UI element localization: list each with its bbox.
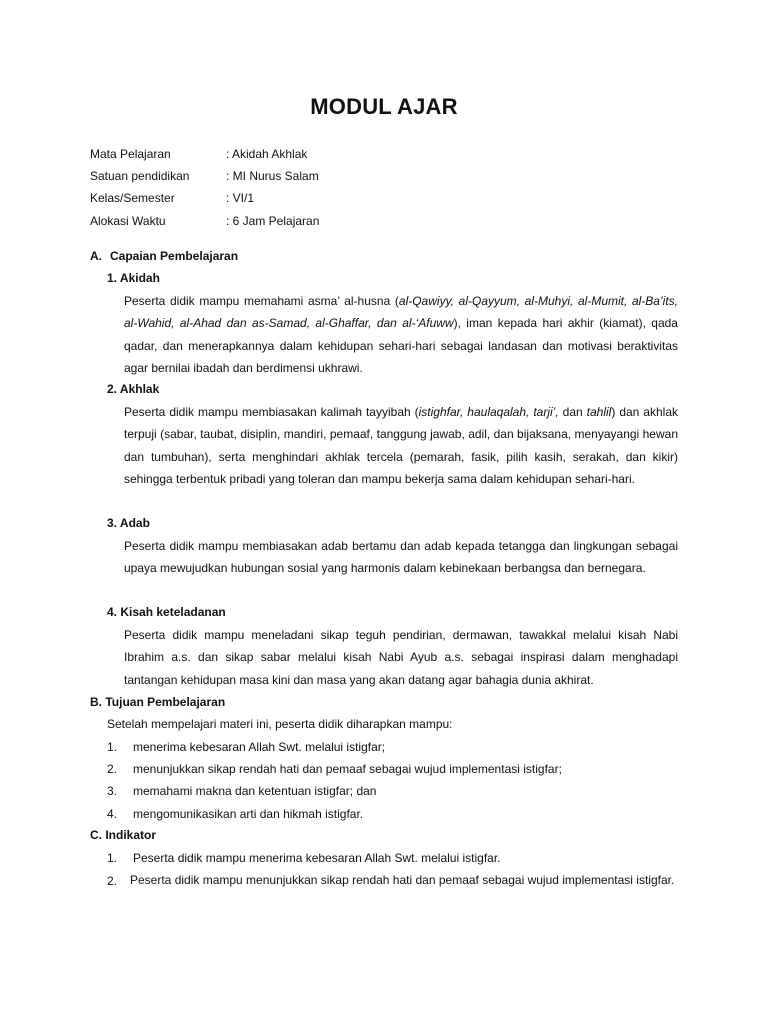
paragraph-akhlak: [124, 401, 678, 490]
info-value: : MI Nurus Salam: [226, 169, 319, 183]
paragraph-kisah: [124, 624, 678, 691]
subheading-adab: 3. Adab: [107, 516, 150, 530]
section-a-title: Capaian Pembelajaran: [110, 249, 239, 263]
italic-segment: istighfar, haulaqalah, tarji’,: [418, 405, 559, 419]
text-segment: Peserta didik mampu meneladani sikap teguh pendirian, dermawan, tawakkal melalui kisah Nabi Ibrahim a.s. dan sikap sabar melalui kisah Nabi Ayub a.s. sebagai inspirasi dalam menghadapi tantangan kehidupan masa kini dan masa yang akan datang agar bahagia dunia akhirat.: [124, 628, 678, 687]
info-label: Kelas/Semester: [90, 191, 175, 205]
list-item-number: 4.: [107, 807, 118, 821]
list-item: memahami makna dan ketentuan istigfar; dan: [133, 784, 377, 798]
info-value: : 6 Jam Pelajaran: [226, 214, 320, 228]
list-item-number: 1.: [107, 740, 118, 754]
text-segment: Peserta didik mampu membiasakan adab bertamu dan adab kepada tetangga dan lingkungan sebagai upaya mewujudkan hubungan sosial yang harmonis dalam kebinekaan berbangsa dan bernegara.: [124, 539, 678, 576]
list-item-number: 2.: [107, 762, 118, 776]
list-item-number: 3.: [107, 784, 118, 798]
italic-segment: tahlil: [586, 405, 612, 419]
list-item-number: 1.: [107, 851, 118, 865]
paragraph-akidah: [124, 290, 678, 379]
info-label: Mata Pelajaran: [90, 147, 171, 161]
info-label: Satuan pendidikan: [90, 169, 190, 183]
section-c-title: C. Indikator: [90, 828, 157, 842]
info-value: : VI/1: [226, 191, 255, 205]
info-value: : Akidah Akhlak: [226, 147, 308, 161]
list-item: menunjukkan sikap rendah hati dan pemaaf sebagai wujud implementasi istigfar;: [133, 762, 562, 776]
subheading-akidah: 1. Akidah: [107, 271, 160, 285]
list-item: Peserta didik mampu menunjukkan sikap rendah hati dan pemaaf sebagai wujud implementasi istigfar.: [130, 873, 675, 887]
list-item: menerima kebesaran Allah Swt. melalui istigfar;: [133, 740, 386, 754]
list-item: Peserta didik mampu menerima kebesaran Allah Swt. melalui istigfar.: [133, 851, 501, 865]
section-b-title: B. Tujuan Pembelajaran: [90, 695, 226, 709]
text-segment: Peserta didik mampu membiasakan kalimah tayyibah (: [124, 405, 419, 419]
section-b-intro: Setelah mempelajari materi ini, peserta didik diharapkan mampu:: [107, 717, 453, 731]
subheading-akhlak: 2. Akhlak: [107, 382, 160, 396]
list-item: mengomunikasikan arti dan hikmah istigfar.: [133, 807, 364, 821]
list-item-number: 2.: [107, 874, 118, 888]
text-segment: Peserta didik mampu memahami asma’ al-husna (: [124, 294, 399, 308]
document-title: MODUL AJAR: [310, 94, 458, 119]
info-label: Alokasi Waktu: [90, 214, 166, 228]
text-segment: ) dan akhlak terpuji (sabar, taubat, disiplin, mandiri, pemaaf, tanggung jawab, adil, dan bijaksana, menyayangi hewan dan tumbuhan), serta menghindari akhlak tercela (pemarah, fasik, pilih kasih, serakah, dan kikir) sehingga terbentuk pribadi yang toleran dan mampu bekerja sama dalam kehidupan sehari-hari.: [124, 405, 678, 486]
paragraph-adab: [124, 535, 678, 580]
section-a-marker: A.: [90, 249, 102, 263]
italic-segment: al-Qawiyy, al-Qayyum, al-Muhyi, al-Mumit, al-Ba’its, al-Wahid, al-Ahad dan as-Samad, al-Ghaffar, dan al-‘Afuww: [124, 294, 678, 331]
text-segment: ), iman kepada hari akhir (kiamat), qada qadar, dan menerapkannya dalam kehidupan sehari-hari sebagai landasan dan motivasi beraktivitas agar bernilai ibadah dan berdimensi ukhrawi.: [124, 316, 678, 375]
text-segment: dan: [558, 405, 587, 419]
subheading-kisah: 4. Kisah keteladanan: [107, 605, 226, 619]
